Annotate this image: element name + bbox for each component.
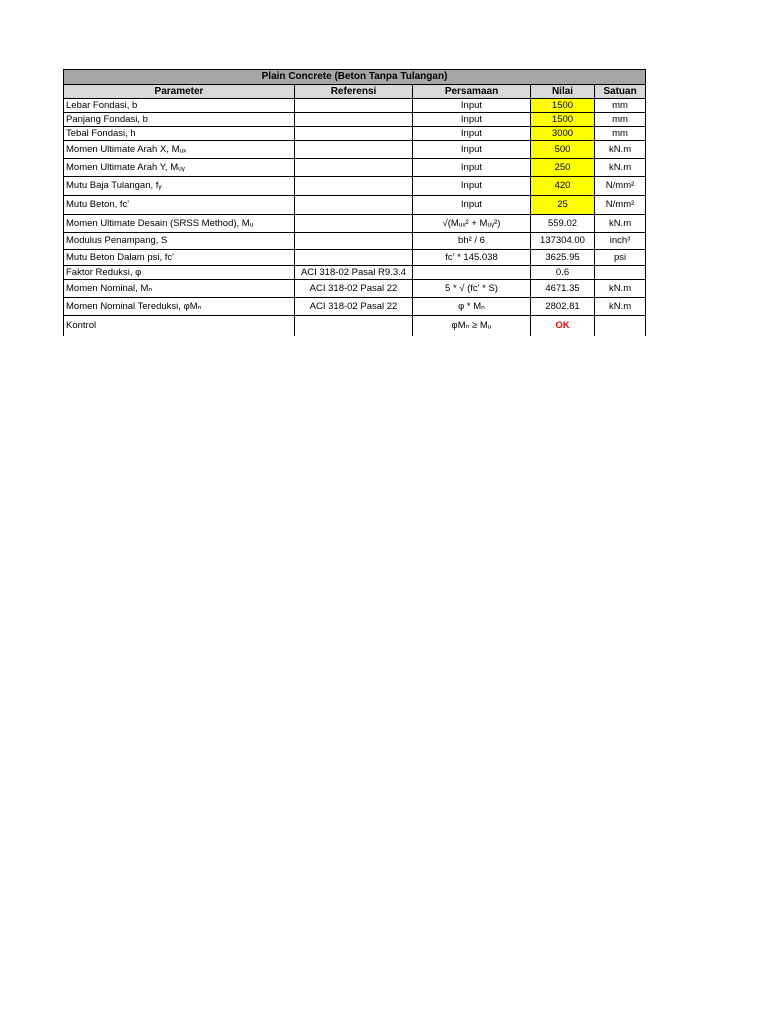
table-row <box>64 99 646 113</box>
table-row <box>64 177 646 196</box>
table-row <box>64 113 646 127</box>
row-referensi[interactable] <box>295 177 413 196</box>
row-referensi[interactable] <box>295 127 413 141</box>
row-parameter[interactable]: Momen Nominal Tereduksi, φMₙ <box>64 298 295 316</box>
row-nilai[interactable]: 3625.95 <box>531 250 595 266</box>
row-parameter[interactable]: Momen Nominal, Mₙ <box>64 280 295 298</box>
row-persamaan[interactable]: fc' * 145.038 <box>413 250 531 266</box>
row-referensi[interactable] <box>295 159 413 177</box>
row-satuan[interactable]: kN.m <box>595 215 646 233</box>
row-satuan[interactable]: psi <box>595 250 646 266</box>
row-nilai[interactable]: 500 <box>531 141 595 159</box>
table-row <box>64 159 646 177</box>
table-row <box>64 298 646 316</box>
row-parameter[interactable]: Faktor Reduksi, φ <box>64 266 295 280</box>
row-parameter[interactable]: Mutu Baja Tulangan, fᵧ <box>64 177 295 196</box>
row-referensi[interactable] <box>295 99 413 113</box>
row-parameter[interactable]: Tebal Fondasi, h <box>64 127 295 141</box>
table-row <box>64 233 646 250</box>
row-parameter[interactable]: Momen Ultimate Desain (SRSS Method), Mᵤ <box>64 215 295 233</box>
table-row <box>64 250 646 266</box>
table-title: Plain Concrete (Beton Tanpa Tulangan) <box>64 70 646 85</box>
row-persamaan[interactable] <box>413 266 531 280</box>
kontrol-label[interactable]: Kontrol <box>64 316 295 336</box>
row-parameter[interactable]: Mutu Beton Dalam psi, fc' <box>64 250 295 266</box>
row-satuan[interactable]: inch³ <box>595 233 646 250</box>
row-parameter[interactable]: Lebar Fondasi, b <box>64 99 295 113</box>
row-nilai[interactable]: 1500 <box>531 113 595 127</box>
row-referensi[interactable] <box>295 233 413 250</box>
row-parameter[interactable]: Momen Ultimate Arah X, Mᵤₓ <box>64 141 295 159</box>
row-persamaan[interactable]: Input <box>413 159 531 177</box>
kontrol-satuan[interactable] <box>595 316 646 336</box>
table-row <box>64 215 646 233</box>
row-nilai[interactable]: 420 <box>531 177 595 196</box>
header-referensi: Referensi <box>295 85 413 99</box>
kontrol-persamaan[interactable]: φMₙ ≥ Mᵤ <box>413 316 531 336</box>
row-nilai[interactable]: 3000 <box>531 127 595 141</box>
row-persamaan[interactable]: Input <box>413 141 531 159</box>
row-nilai[interactable]: 0.6 <box>531 266 595 280</box>
row-parameter[interactable]: Mutu Beton, fc' <box>64 196 295 215</box>
row-parameter[interactable]: Panjang Fondasi, b <box>64 113 295 127</box>
row-satuan[interactable]: N/mm² <box>595 177 646 196</box>
row-nilai[interactable]: 559.02 <box>531 215 595 233</box>
table-row <box>64 141 646 159</box>
header-nilai: Nilai <box>531 85 595 99</box>
row-satuan[interactable]: kN.m <box>595 159 646 177</box>
row-referensi[interactable] <box>295 196 413 215</box>
kontrol-referensi[interactable] <box>295 316 413 336</box>
row-referensi[interactable] <box>295 215 413 233</box>
row-nilai[interactable]: 4671.35 <box>531 280 595 298</box>
row-referensi[interactable] <box>295 250 413 266</box>
row-parameter[interactable]: Momen Ultimate Arah Y, Mᵤᵧ <box>64 159 295 177</box>
row-nilai[interactable]: 1500 <box>531 99 595 113</box>
row-satuan[interactable]: mm <box>595 127 646 141</box>
header-parameter: Parameter <box>64 85 295 99</box>
kontrol-row <box>64 316 646 336</box>
row-persamaan[interactable]: Input <box>413 127 531 141</box>
row-referensi[interactable] <box>295 113 413 127</box>
row-persamaan[interactable]: φ * Mₙ <box>413 298 531 316</box>
header-satuan: Satuan <box>595 85 646 99</box>
kontrol-result[interactable]: OK <box>531 316 595 336</box>
calculation-table <box>63 69 646 336</box>
row-referensi[interactable] <box>295 141 413 159</box>
header-persamaan: Persamaan <box>413 85 531 99</box>
row-referensi[interactable]: ACI 318-02 Pasal 22 <box>295 298 413 316</box>
row-nilai[interactable]: 2802.81 <box>531 298 595 316</box>
row-persamaan[interactable]: Input <box>413 177 531 196</box>
row-referensi[interactable]: ACI 318-02 Pasal R9.3.4 <box>295 266 413 280</box>
table-row <box>64 280 646 298</box>
row-satuan[interactable]: N/mm² <box>595 196 646 215</box>
row-persamaan[interactable]: √(Mᵤₓ² + Mᵤᵧ²) <box>413 215 531 233</box>
row-nilai[interactable]: 25 <box>531 196 595 215</box>
row-persamaan[interactable]: bh² / 6 <box>413 233 531 250</box>
table-row <box>64 266 646 280</box>
row-nilai[interactable]: 250 <box>531 159 595 177</box>
row-referensi[interactable]: ACI 318-02 Pasal 22 <box>295 280 413 298</box>
row-satuan[interactable]: kN.m <box>595 280 646 298</box>
row-persamaan[interactable]: Input <box>413 99 531 113</box>
table-row <box>64 196 646 215</box>
row-satuan[interactable]: mm <box>595 113 646 127</box>
row-satuan[interactable]: kN.m <box>595 141 646 159</box>
row-satuan[interactable]: mm <box>595 99 646 113</box>
table-row <box>64 127 646 141</box>
row-persamaan[interactable]: Input <box>413 113 531 127</box>
row-nilai[interactable]: 137304.00 <box>531 233 595 250</box>
row-persamaan[interactable]: Input <box>413 196 531 215</box>
row-persamaan[interactable]: 5 * √ (fc' * S) <box>413 280 531 298</box>
row-satuan[interactable]: kN.m <box>595 298 646 316</box>
row-satuan[interactable] <box>595 266 646 280</box>
row-parameter[interactable]: Modulus Penampang, S <box>64 233 295 250</box>
